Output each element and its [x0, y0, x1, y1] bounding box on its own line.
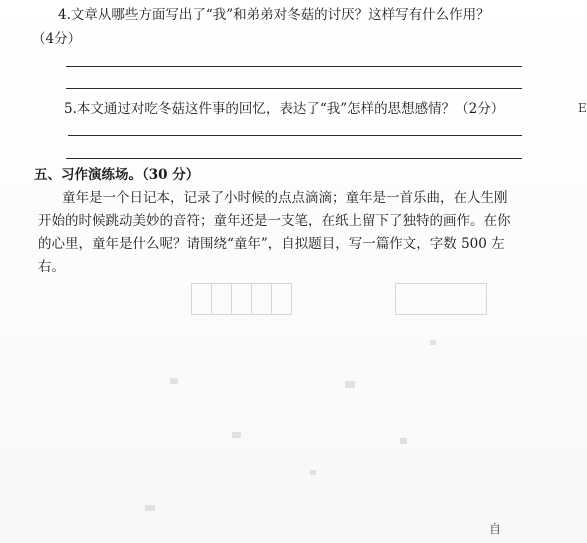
answer-line-4b: [66, 88, 522, 89]
answer-line-5b: [66, 158, 522, 159]
section-5-title: 五、习作演练场。（30 分）: [34, 167, 200, 183]
edge-mark-top: E: [578, 101, 587, 115]
prompt-line-4: 右。: [38, 259, 65, 275]
prompt-line-2: 开始的时候跳动美妙的音符；童年还是一支笔，在纸上留下了独特的画作。在你: [38, 213, 511, 229]
question-4-text: 4.文章从哪些方面写出了“我”和弟弟对冬菇的讨厌？这样写有什么作用？: [58, 7, 490, 23]
question-4-score: （4分）: [32, 31, 82, 47]
prompt-line-1: 童年是一个日记本，记录了小时候的点点滴滴；童年是一首乐曲，在人生刚: [62, 190, 508, 206]
bleed-speck: [232, 432, 241, 438]
prompt-line-3: 的心里，童年是什么呢？请围绕“童年”，自拟题目，写一篇作文，字数 500 左: [38, 236, 505, 252]
bleed-speck: [430, 340, 436, 345]
bleed-through-box: [395, 283, 487, 315]
bleed-speck: [345, 381, 355, 388]
edge-mark-bottom: 自: [489, 522, 502, 536]
bleed-speck: [170, 378, 178, 384]
question-5-text: 5.本文通过对吃冬菇这件事的回忆，表达了“我”怎样的思想感情？（2分）: [64, 101, 505, 117]
answer-line-5a: [68, 135, 522, 136]
bleed-speck: [400, 438, 407, 444]
bleed-speck: [145, 505, 155, 511]
answer-line-4a: [66, 66, 522, 67]
bleed-speck: [310, 470, 316, 475]
